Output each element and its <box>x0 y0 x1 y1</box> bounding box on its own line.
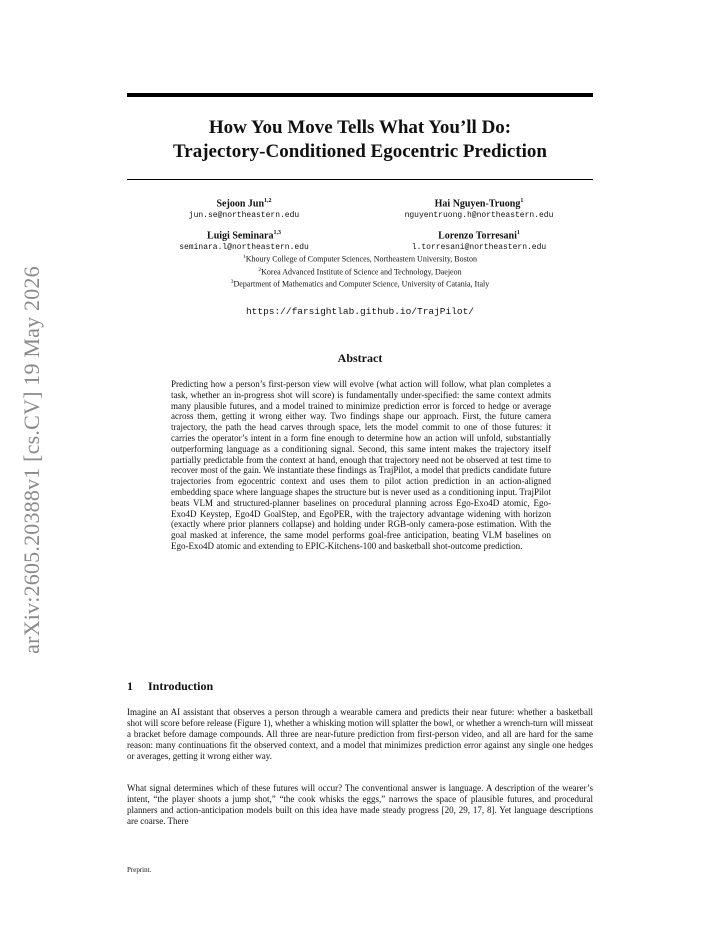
abstract-text: Predicting how a person’s first-person view will evolve (what action will follow, what plan completes a task, whether an in-progress shot will score) is fundamentally under-specified: the same context admits many plausible futures, and a model trained to minimize prediction error is forced to hedge or average across them, getting it wrong either way. Two findings shape our approach. First, the future camera trajectory, the path the head carves through space, lets the model commit to one of those futures: it carries the operator’s intent in a form fine enough to determine how an action will unfold, substantially outperforming language as a conditioning signal. Second, this same intent makes the trajectory itself partially predictable from the context at hand, enough that trajectory need not be observed at test time to recover most of the gain. We instantiate these findings as TrajPilot, a model that predicts candidate future trajectories from egocentric context and uses them to pilot action prediction in an action-aligned embedding space where language shapes the structure but is never used as a conditioning input. TrajPilot beats VLM and structured-planner baselines on procedural planning across Ego-Exo4D atomic, Ego-Exo4D Keystep, Ego4D GoalStep, and EgoPER, with the trajectory advantage widening with horizon (exactly where prior planners collapse) and holding under RGB-only camera-pose estimation. With the goal masked at inference, the same model performs goal-free anticipation, beating VLM baselines on Ego-Exo4D atomic and extending to EPIC-Kitchens-100 and basketball shot-outcome prediction. <box>171 379 551 551</box>
author-affil-sup: 1 <box>516 230 520 236</box>
author-email: seminara.l@northeastern.edu <box>179 243 309 253</box>
author-email: l.torresani@northeastern.edu <box>411 243 547 253</box>
arxiv-stamp <box>12 240 52 680</box>
author-block-4 <box>364 227 594 253</box>
title-line-1: How You Move Tells What You’ll Do: <box>208 117 512 138</box>
author-name: Sejoon Jun <box>216 198 264 210</box>
author-affil-sup: 1 <box>520 198 524 204</box>
section-number: 1 <box>127 679 133 693</box>
affiliations <box>127 252 593 290</box>
project-url-link[interactable]: https://farsightlab.github.io/TrajPilot/ <box>245 306 475 317</box>
title-top-rule <box>127 93 593 97</box>
intro-paragraph-2: What signal determines which of these futures will occur? The conventional answer is language. A description of the wearer’s intent, “the player shoots a jump shot,” “the cook whisks the eggs,” narrows the space of plausible futures, and procedural planners and action-anticipation models built on this idea have made steady progress [20, 29, 17, 8]. Yet language descriptions are coarse. There <box>127 783 593 826</box>
author-email: nguyentruong.h@northeastern.edu <box>404 211 554 221</box>
author-block-1 <box>129 195 359 221</box>
title-line-2: Trajectory-Conditioned Egocentric Prediction <box>173 141 547 162</box>
arxiv-identifier: arXiv:2605.20388v1 [cs.CV] 19 May 2026 <box>19 266 44 654</box>
affiliation-2: $^2$Korea Advanced Institute of Science and Technology, Daejeon <box>258 266 462 277</box>
author-affil-sup: 1,2 <box>264 198 272 204</box>
author-name: Hai Nguyen-Truong <box>434 198 521 210</box>
author-block-2 <box>364 195 594 221</box>
affiliation-1: $^1$Khoury College of Computer Sciences, Northeastern University, Boston <box>243 254 477 264</box>
intro-paragraph-1: Imagine an AI assistant that observes a person through a wearable camera and predicts their near future: whether a basketball shot will score before release (Figure 1), whether a whisking motion will splatter the bowl, or whether a wrench-turn will misseat a bracket before damage compounds. All three are near-future prediction from first-person video, and all are hard for the same reason: many continuations fit the observed context, and a model that minimizes prediction error against any single one hedges or averages, getting it wrong either way. <box>127 707 593 761</box>
author-email: jun.se@northeastern.edu <box>188 211 300 221</box>
author-block-3 <box>129 227 359 253</box>
author-name: Lorenzo Torresani <box>438 230 517 242</box>
paper-title <box>127 116 593 164</box>
section-heading <box>127 679 213 694</box>
preprint-footer: Preprint. <box>127 866 152 874</box>
title-bottom-rule <box>127 179 593 180</box>
abstract-heading: Abstract <box>337 351 383 365</box>
author-name: Luigi Seminara <box>207 230 274 242</box>
section-title: Introduction <box>148 679 214 693</box>
author-affil-sup: 1,3 <box>273 230 281 236</box>
affiliation-3: $^3$Department of Mathematics and Computer Science, University of Catania, Italy <box>230 279 490 289</box>
